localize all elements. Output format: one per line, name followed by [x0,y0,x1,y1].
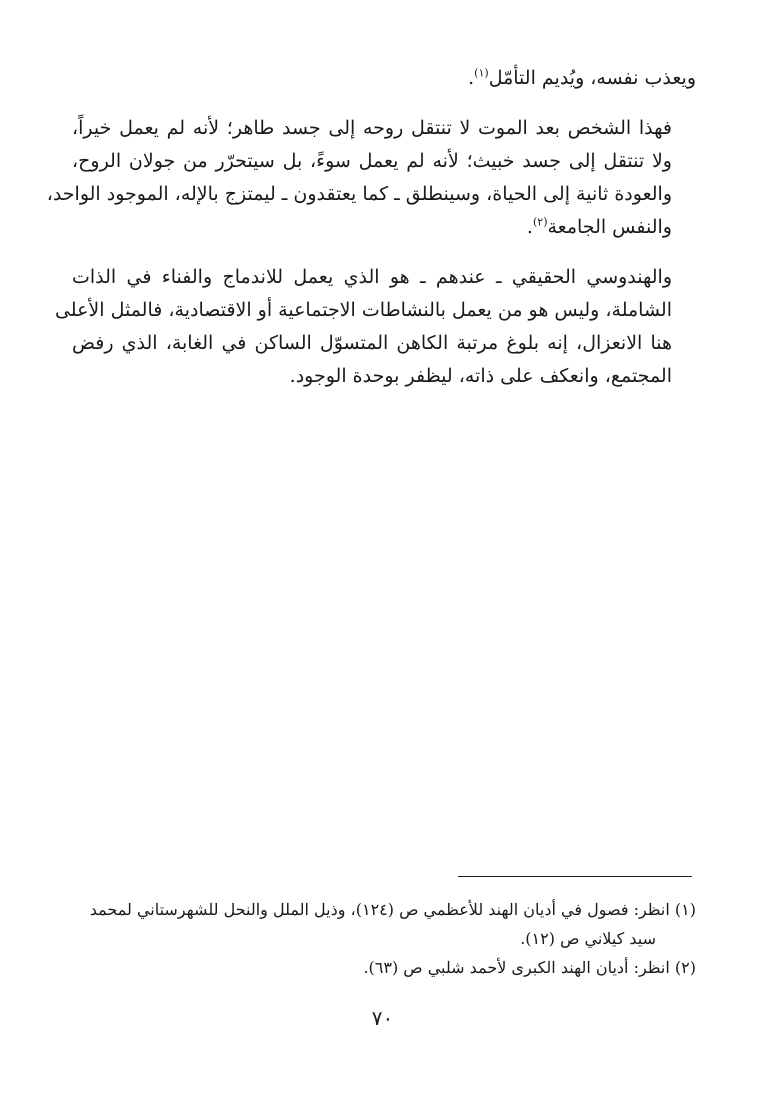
text-line [72,62,696,95]
paragraph-3 [54,261,696,393]
text-line: فهذا الشخص بعد الموت لا تنتقل روحه إلى جسد طاهر؛ لأنه لم يعمل خيراً، [72,117,672,139]
text-line: والهندوسي الحقيقي ـ عندهم ـ هو الذي يعمل للاندماج والفناء في الذات [72,266,672,288]
text-line-content: والنفس الجامعة [547,216,672,238]
main-text [46,62,696,410]
footnote-separator [458,876,692,877]
footnote-ref-2: (٢) [532,215,548,229]
text-line: هنا الانعزال، إنه بلوغ مرتبة الكاهن المتسوّل الساكن في الغابة، الذي رفض [72,332,672,354]
footnote-1-continuation: سيد كيلاني ص (١٢). [520,929,656,948]
text-line: المجتمع، وانعكف على ذاته، ليظفر بوحدة الوجود. [289,365,672,387]
paragraph-1 [72,62,696,95]
text-line: والعودة ثانية إلى الحياة، وسينطلق ـ كما يعتقدون ـ ليمتزج بالإله، الموجود الواحد، [46,183,672,205]
footnote-1: (١) انظر: فصول في أديان الهند للأعظمي ص (١٢٤)، وذيل الملل والنحل للشهرستاني لمحمد [89,900,696,919]
text-line: ولا تنتقل إلى جسد خبيث؛ لأنه لم يعمل سوءً، بل سيتحرّر من جولان الروح، [72,150,672,172]
paragraph-2 [46,112,696,244]
footnote-2: (٢) انظر: أديان الهند الكبرى لأحمد شلبي ص (٦٣). [363,958,696,977]
sentence-end: . [468,67,475,89]
page-number: ٧٠ [371,1006,394,1030]
text-line: الشاملة، وليس هو من يعمل بالنشاطات الاجتماعية أو الاقتصادية، فالمثل الأعلى [54,299,672,321]
text-line [72,211,696,244]
sentence-end: . [526,216,533,238]
text-line-content: ويعذب نفسه، ويُديم التأمّل [488,67,696,89]
footnotes [70,895,696,982]
footnote-ref-1: (١) [474,66,489,80]
